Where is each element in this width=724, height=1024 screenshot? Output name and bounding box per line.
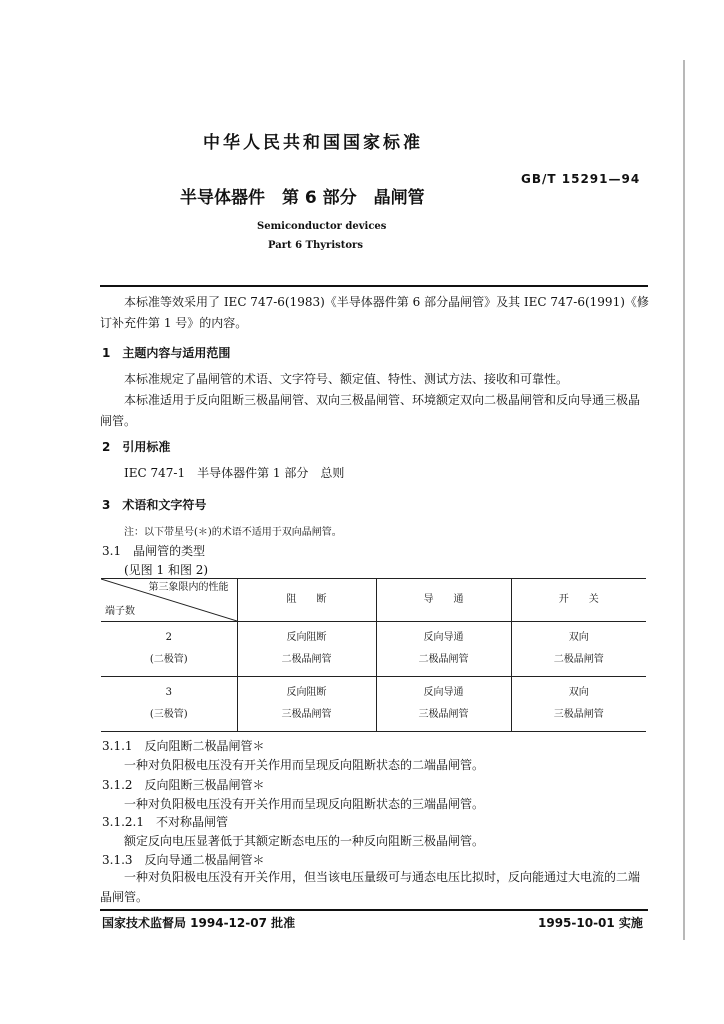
cell-line: 反向导通 bbox=[423, 632, 464, 643]
scan-edge-line bbox=[683, 60, 685, 940]
definition-text: 一种对负阳极电压没有开关作用而呈现反向阻断状态的三端晶闸管。 bbox=[124, 797, 485, 811]
table-row bbox=[101, 622, 646, 677]
section-1-para-2: 本标准适用于反向阻断三极晶闸管、双向三极晶闸管、环境额定双向二极晶闸管和反向导通三极晶闸管。 bbox=[100, 393, 641, 428]
table-cell bbox=[511, 677, 646, 732]
corner-bottom-label: 端子数 bbox=[105, 606, 135, 617]
subsection-3-1-note: (见图 1 和图 2) bbox=[124, 563, 209, 577]
cell-line: 三极晶闸管 bbox=[418, 709, 469, 720]
definition-term: 3.1.1 反向阻断二极晶闸管＊ bbox=[102, 739, 265, 753]
column-header: 导 通 bbox=[376, 579, 511, 622]
section-3-note: 注：以下带星号(＊)的术语不适用于双向晶闸管。 bbox=[124, 527, 342, 538]
table-header-row bbox=[101, 579, 646, 622]
cell-line: 反向阻断 bbox=[286, 632, 327, 643]
table-cell bbox=[376, 622, 511, 677]
section-2-heading: 2 引用标准 bbox=[102, 440, 171, 454]
table-cell bbox=[237, 622, 376, 677]
cell-line: 二极晶闸管 bbox=[553, 654, 604, 665]
org-title: 中华人民共和国国家标准 bbox=[203, 133, 423, 153]
section-3-heading: 3 术语和文字符号 bbox=[102, 498, 207, 512]
standard-number: GB/T 15291—94 bbox=[521, 172, 641, 186]
approval-line: 国家技术监督局 1994-12-07 批准 bbox=[102, 916, 296, 930]
definition-term: 3.1.2.1 不对称晶闸管 bbox=[102, 815, 228, 829]
header-rule bbox=[100, 285, 648, 287]
cell-line: 三极晶闸管 bbox=[553, 709, 604, 720]
definition-text: 一种对负阳极电压没有开关作用，但当该电压量级可与通态电压比拟时，反向能通过大电流的二端晶闸管。 bbox=[100, 870, 641, 904]
thyristor-types-table bbox=[101, 578, 646, 732]
section-1-heading: 1 主题内容与适用范围 bbox=[102, 346, 231, 360]
subsection-3-1-heading: 3.1 晶闸管的类型 bbox=[102, 544, 206, 558]
section-2-reference: IEC 747-1 半导体器件第 1 部分 总则 bbox=[124, 466, 345, 480]
title-en-line1: Semiconductor devices bbox=[257, 221, 387, 232]
intro-paragraph: 本标准等效采用了 IEC 747-6(1983)《半导体器件第 6 部分晶闸管》及其 IEC 747-6(1991)《修订补充件第 1 号》的内容。 bbox=[100, 295, 649, 330]
definition-text: 一种对负阳极电压没有开关作用而呈现反向阻断状态的二端晶闸管。 bbox=[124, 758, 485, 772]
cell-line: 反向导通 bbox=[423, 687, 464, 698]
footer-rule bbox=[100, 909, 648, 911]
table-cell bbox=[237, 677, 376, 732]
section-1-para-1: 本标准规定了晶闸管的术语、文字符号、额定值、特性、测试方法、接收和可靠性。 bbox=[124, 372, 569, 386]
table-cell bbox=[376, 677, 511, 732]
cell-line: 三极晶闸管 bbox=[281, 709, 332, 720]
terminals-note: (二极管) bbox=[149, 654, 188, 665]
table-cell bbox=[511, 622, 646, 677]
definition-text: 额定反向电压显著低于其额定断态电压的一种反向阻断三极晶闸管。 bbox=[124, 834, 485, 848]
table-corner-cell bbox=[101, 579, 237, 622]
column-header: 开 关 bbox=[511, 579, 646, 622]
terminals-note: (三极管) bbox=[149, 709, 188, 720]
terminals-cell bbox=[101, 622, 237, 677]
terminals-cell bbox=[101, 677, 237, 732]
corner-top-label: 第三象限内的性能 bbox=[148, 582, 229, 593]
cell-line: 双向 bbox=[568, 632, 589, 643]
cell-line: 反向阻断 bbox=[286, 687, 327, 698]
column-header: 阻 断 bbox=[237, 579, 376, 622]
table-row bbox=[101, 677, 646, 732]
cell-line: 二极晶闸管 bbox=[418, 654, 469, 665]
effective-date: 1995-10-01 实施 bbox=[538, 916, 643, 930]
cell-line: 二极晶闸管 bbox=[281, 654, 332, 665]
definition-term: 3.1.3 反向导通二极晶闸管＊ bbox=[102, 853, 265, 867]
terminals-count: 3 bbox=[165, 687, 172, 698]
cell-line: 双向 bbox=[568, 687, 589, 698]
definition-term: 3.1.2 反向阻断三极晶闸管＊ bbox=[102, 778, 265, 792]
terminals-count: 2 bbox=[165, 632, 172, 643]
title-en-line2: Part 6 Thyristors bbox=[268, 240, 363, 251]
title-cn: 半导体器件 第 6 部分 晶闸管 bbox=[180, 188, 425, 208]
